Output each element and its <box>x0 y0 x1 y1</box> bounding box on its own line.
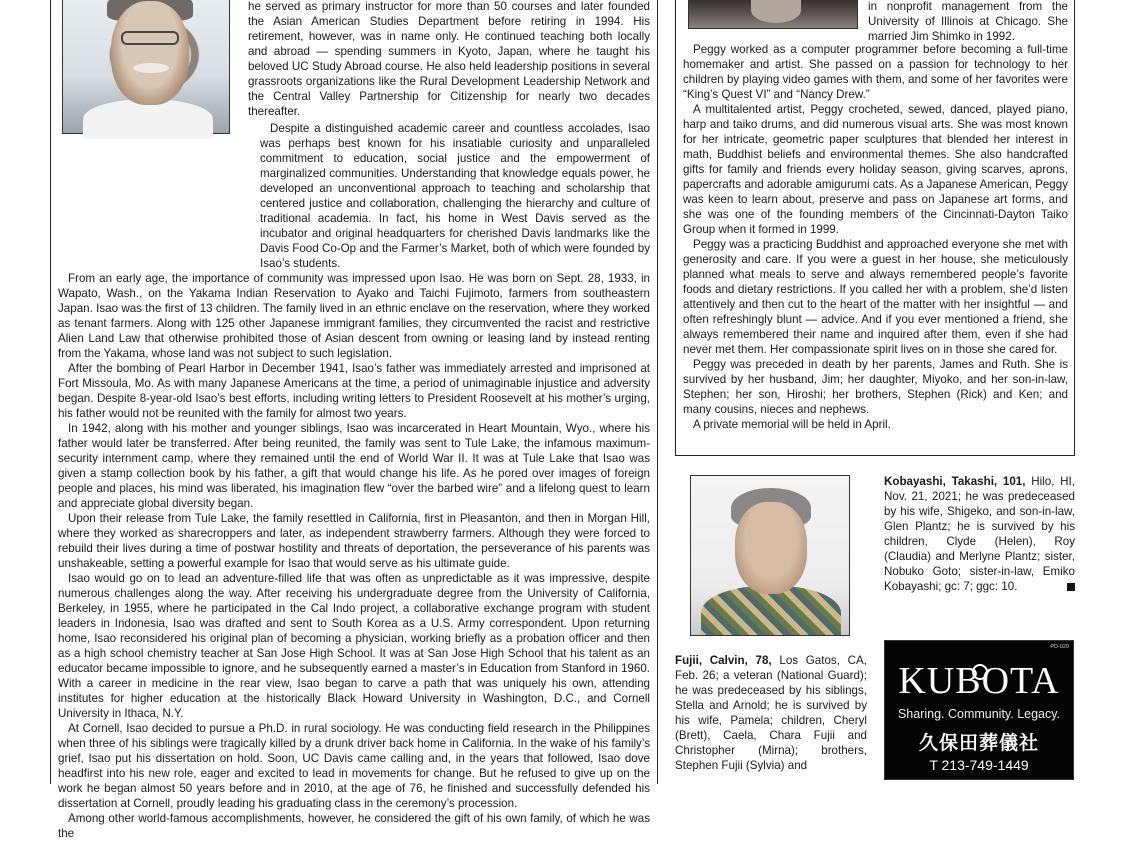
peggy-portrait-photo <box>688 0 858 29</box>
kobayashi-name: Kobayashi, Takashi, 101, <box>884 475 1026 488</box>
isao-paragraph-top: he served as primary instructor for more than 50 courses and later founded the Asian American Studies Department before retiring in 1994. His retirement, however, was in name only. He continued teaching both locally and abroad — spending summers in Kyoto, Japan, where he taught his beloved UC Study Abroad course. He also held leadership positions in several grassroots organizations like the Rural Development Leadership Network and the Central Valley Partnership for Citizenship for nearly two decades thereafter. <box>248 0 650 118</box>
ad-code: PD-020 <box>1050 644 1069 650</box>
peggy-paragraph: Peggy was a practicing Buddhist and approached everyone she met with generosity and care. If you were a guest in her house, she meticulously planned what meals to serve and always remembered people’s favorite foods and dietary restrictions. If you called her with a problem, she’d listen attentively and then cut to the heart of the matter with her insightful — and often refreshingly blunt — advice. And if you ever mentioned a friend, she always remembered their name and inquired after them, even if she had never met them. Her compassionate spirit lives on in those she cared for. <box>683 238 1068 356</box>
family-crest-icon <box>972 664 988 680</box>
kobayashi-portrait-photo <box>690 475 850 636</box>
peggy-paragraph: Peggy was preceded in death by her parents, James and Ruth. She is survived by her husband, Jim; her daughter, Miyoko, and her son-in-law, Stephen; her son, Hiroshi; her brothers, Stephen (Rick) and Ken; and many cousins, nieces and nephews. <box>683 358 1068 416</box>
isao-paragraph: Isao would go on to lead an adventure-filled life that was often as unpredictable as it was impressive, despite numerous challenges along the way. After receiving his undergraduate degree from the University of California, Berkeley, in 1955, where he participated in the Cal Indo project, a collaborative exchange program with student leaders in Indonesia, Isao was drafted and sent to South Korea as a U.S. Army correspondent. Upon returning home, Isao reconsidered his original plan of becoming a physician, working briefly as a probation officer and then as a high school chemistry teacher at San Jose High School. It was at San Jose High School that his talent as an educator became impossible to ignore, and he subsequently earned a master’s in Education from Stanford in 1960. With a career in medicine in the rear view, Isao began to carve a path that was uniquely his own, attending institutes for higher education at the historically Black Howard University in Washington, D.C., and Cornell University in Ithaca, N.Y. <box>58 572 650 720</box>
kubota-kanji-name: 久保田葬儀社 <box>918 732 1039 754</box>
peggy-paragraph: Peggy worked as a computer programmer before becoming a full-time homemaker and artist. She passed on a passion for technology to her children by playing video games with them, and some of her favorites were “King’s Quest VI” and “Nancy Drew.” <box>683 43 1068 101</box>
isao-text-top <box>248 0 650 119</box>
end-of-notice-icon <box>1067 583 1075 591</box>
peggy-paragraph-top: in nonprofit management from the University of Illinois at Chicago. She married Jim Shimko in 1992. <box>868 0 1068 43</box>
fujii-notice <box>675 653 867 773</box>
isao-text-main <box>58 121 650 841</box>
isao-paragraph: At Cornell, Isao decided to pursue a Ph.D. in rural sociology. He was conducting field research in the Philippines when three of his siblings were tragically killed by a drunk driver back home in California. In the wake of his family’s grief, Isao put his dissertation on hold. Soon, UC Davis came calling and, in the years that followed, Isao dove headfirst into his new role, eager and excited to lead in movements for change. But he refused to give up on the work he began almost 50 years before and in 2010, at the age of 76, he finished and successfully defended his dissertation at Cornell, proudly leading his graduating class in the ceremony’s procession. <box>58 722 650 810</box>
peggy-text-main <box>683 42 1068 432</box>
isao-paragraph: Among other world-famous accomplishments, however, he considered the gift of his own family, of which he was the <box>58 812 650 840</box>
peggy-paragraph: A multitalented artist, Peggy crocheted, sewed, danced, played piano, harp and taiko drums, and did numerous visual arts. She was most known for her intricate, geometric paper sculptures that blended her interest in math, Buddhist beliefs and environmental themes. She also handcrafted gifts for family and friends every holiday season, giving scarves, aprons, papercrafts and adorable amigurumi cats. As a Japanese American, Peggy was keen to learn about, preserve and pass on Japanese art forms, and she was one of the founding members of the Cincinnati-Dayton Taiko Group when it formed in 1999. <box>683 103 1068 236</box>
kobayashi-body: Hilo, HI, Nov. 21, 2021; he was predeceased by his wife, Shigeko, and son-in-law, Glen Plantz; he is survived by his children, Clyde (Helen), Roy (Claudia) and Merlyne Plantz; sister, Nobuko Goto; sister-in-law, Emiko Kobayashi; gc: 7; ggc: 10. <box>884 475 1075 593</box>
isao-paragraph: After the bombing of Pearl Harbor in December 1941, Isao’s father was immediately arrested and imprisoned at Fort Missoula, Mo. As with many Japanese Americans at the time, a period of unimaginable injustice and adversity began. Despite 8-year-old Isao’s best efforts, including writing letters to President Roosevelt at his mother’s urging, his father would not be reunited with the family for almost two years. <box>58 362 650 420</box>
kubota-tagline: Sharing. Community. Legacy. <box>897 707 1061 721</box>
kobayashi-notice <box>884 474 1075 594</box>
peggy-paragraph: A private memorial will be held in April. <box>693 418 891 431</box>
kubota-wordmark: KUBOTA <box>898 660 1060 702</box>
isao-paragraph: Upon their release from Tule Lake, the family resettled in California, first in Pleasanton, and then in Morgan Hill, where they worked as sharecroppers and later, as independent strawberry farmers. Although they were forced to rebuild their lives during a time of postwar hostility and threats of deportation, the perseverance of his parents was unshakeable, setting a powerful example for Isao that would serve as his ultimate guide. <box>58 512 650 570</box>
fujii-name: Fujii, Calvin, 78, <box>675 654 772 667</box>
fujii-body: Los Gatos, CA, Feb. 26; a veteran (National Guard); he was predeceased by his siblings, Stella and Arnold; he is survived by his wife, Pamela; children, Cheryl (Brett), Caela, Chara Fujii and Christopher (Mirna); brothers, Stephen Fujii (Sylvia) and <box>675 654 867 772</box>
peggy-text-top <box>868 0 1068 44</box>
kubota-advertisement <box>884 640 1074 780</box>
isao-portrait-photo <box>62 0 230 134</box>
isao-paragraph: Despite a distinguished academic career and countless accolades, Isao was perhaps best known for his insatiable curiosity and unparalleled commitment to education, social justice and the empowerment of marginalized communities. Understanding that knowledge equals power, he developed an unconventional approach to teaching and scholarship that centered justice and collaboration, challenging the hierarchy and culture of traditional academia. In fact, his home in West Davis served as the incubator and original headquarters for cherished Davis landmarks like the Davis Food Co-Op and the Farmer’s Market, both of which were founded by Isao’s students. <box>260 122 650 270</box>
kubota-phone: T 213-749-1449 <box>929 757 1029 773</box>
isao-paragraph: From an early age, the importance of community was impressed upon Isao. He was born on Sept. 28, 1933, in Wapato, Wash., on the Yakama Indian Reservation to Ayako and Taichi Fujimoto, farmers from southeastern Japan. Isao was the first of 13 children. The family lived in an ethnic enclave on the reservation, where they worked as tenant farmers. Along with 125 other Japanese immigrant families, they circumvented the racist and restrictive Alien Land Law that otherwise prohibited those of Asian descent from owning or leasing land by instead renting from the Yakama, whose land was not subject to such legislation. <box>58 272 650 360</box>
isao-paragraph: In 1942, along with his mother and younger siblings, Isao was incarcerated in Heart Mountain, Wyo., where his father would later be transferred. After being reunited, the family was sent to Tule Lake, the infamous maximum-security internment camp, where they remained until the end of World War II. It was at Tule Lake that Isao was given a stamp collection book by his father, a gift that would change his life. As he pored over images of foreign people and places, his mind was liberated, his imagination flew “over the barbed wire” and a lifelong quest to learn and appreciate global diversity began. <box>58 422 650 510</box>
